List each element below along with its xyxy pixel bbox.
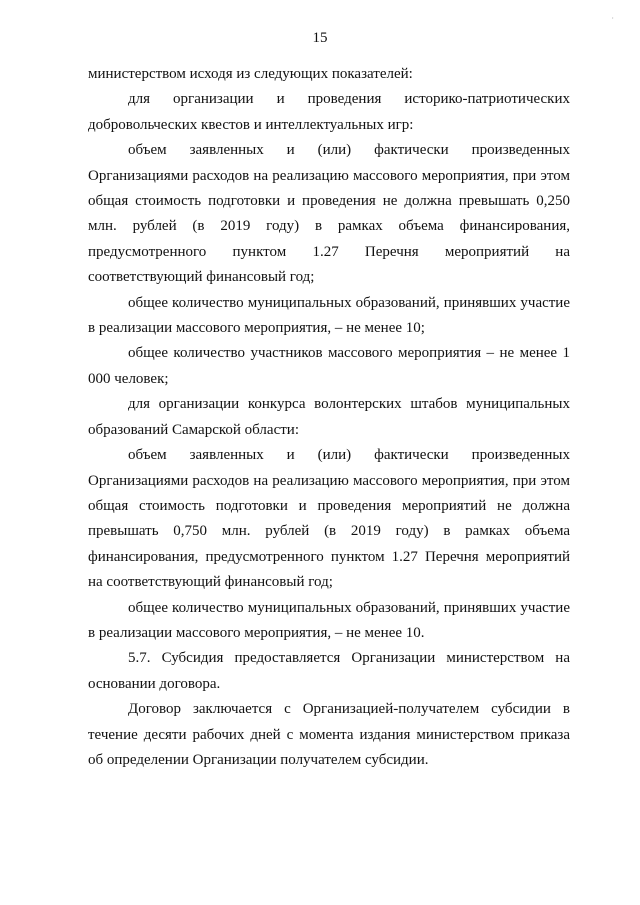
- paragraph-clause-5-7: 5.7. Субсидия предоставляется Организации министерством на основании договора.: [88, 650, 570, 692]
- paragraph-intro: министерством исходя из следующих показателей:: [88, 66, 413, 82]
- paragraph-contract: Договор заключается с Организацией-получателем субсидии в течение десяти рабочих дней с момента издания министерством приказа об определении Организации получателем субсидии.: [88, 701, 570, 768]
- paragraph-quests-heading: для организации и проведения историко-патриотических добровольческих квестов и интеллектуальных игр:: [88, 91, 570, 133]
- scan-mark: ·: [611, 14, 614, 23]
- paragraph-quests-participants: общее количество участников массового мероприятия – не менее 1 000 человек;: [88, 345, 570, 387]
- paragraph-contest-costs: объем заявленных и (или) фактически произведенных Организациями расходов на реализацию массового мероприятия, при этом общая стоимость подготовки и проведения мероприятий не должна превышать 0,750 млн. рублей (в 2019 году) в рамках объема финансирования, предусмотренного пунктом 1.27 Перечня мероприятий на соответствующий финансовый год;: [88, 447, 570, 591]
- paragraph-quests-municipalities: общее количество муниципальных образований, принявших участие в реализации массового мероприятия, – не менее 10;: [88, 294, 570, 337]
- paragraph-contest-municipalities: общее количество муниципальных образований, принявших участие в реализации массового мероприятия, – не менее 10.: [88, 599, 570, 641]
- document-body: [88, 62, 570, 773]
- paragraph-quests-costs: объем заявленных и (или) фактически произведенных Организациями расходов на реализацию массового мероприятия, при этом общая стоимость подготовки и проведения не должна превышать 0,250 млн. рублей (в 2019 году) в рамках объема финансирования, предусмотренного пунктом 1.27 Перечня мероприятий на соответствующий финансовый год;: [88, 142, 570, 286]
- page-number: 15: [312, 30, 328, 46]
- paragraph-contest-heading: для организации конкурса волонтерских штабов муниципальных образований Самарской области:: [88, 396, 570, 438]
